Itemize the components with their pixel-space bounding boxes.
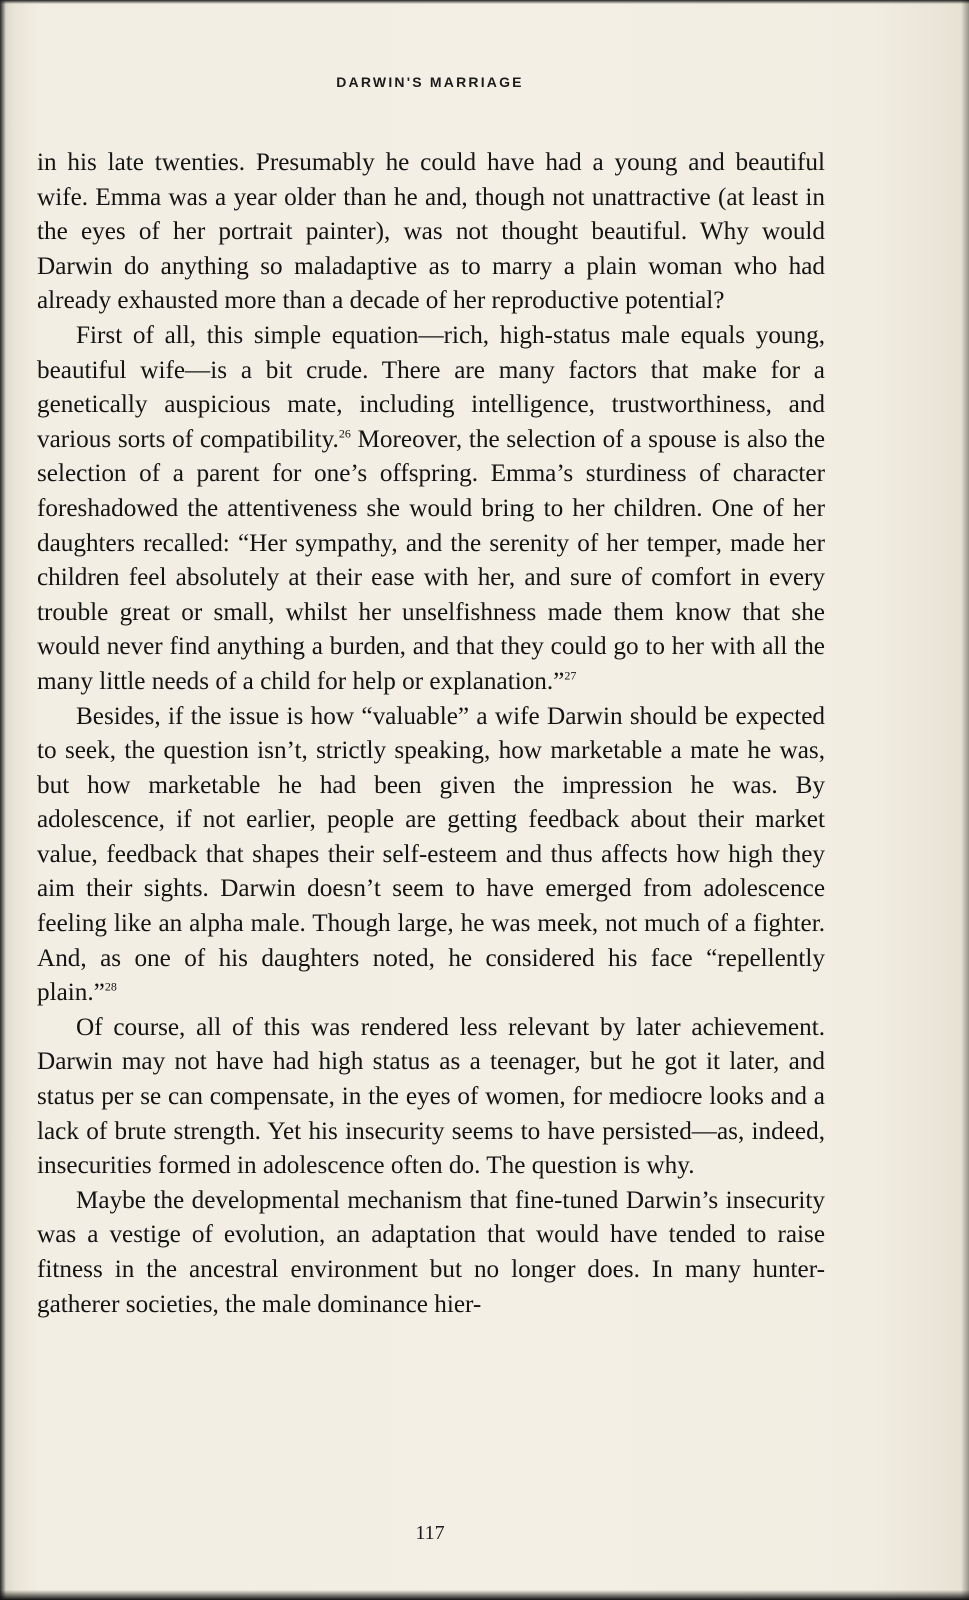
- footnote-marker: 28: [104, 979, 117, 994]
- page-right-edge: [961, 0, 969, 1600]
- paragraph: [37, 1184, 825, 1322]
- paragraph-text: First of all, this simple equation—rich, high-status male equals young, beautiful wife—is a bit crude. There are many factors that make for a genetically auspicious mate, including intelligence, trustworthiness, and various sorts of compatibility.: [37, 321, 825, 453]
- paragraph-text: Besides, if the issue is how “valuable” a wife Darwin should be expected to seek, the question isn’t, strictly speaking, how marketable a mate he was, but how marketable he had been given the impression he was. By adolescence, if not earlier, people are getting feedback about their market value, feedback that shapes their self-esteem and thus affects how high they aim their sights. Darwin doesn’t seem to have emerged from adolescence feeling like an alpha male. Though large, he was meek, not much of a fighter. And, as one of his daughters noted, he considered his face “repellently plain.”: [37, 702, 825, 1007]
- page-number: 117: [415, 1522, 445, 1544]
- paragraph-text: Of course, all of this was rendered less relevant by later achievement. Darwin may not have had high status as a teenager, but he got it later, and status per se can compensate, in the eyes of women, for mediocre looks and a lack of brute strength. Yet his insecurity seems to have persisted—as, indeed, insecurities formed in adolescence often do. The question is why.: [37, 1013, 825, 1180]
- page-top-edge: [0, 0, 969, 4]
- footnote-marker: 27: [564, 668, 577, 683]
- paragraph: [37, 319, 825, 700]
- spine-shadow: [0, 0, 6, 1600]
- paragraph-text: in his late twenties. Presumably he could have had a young and beautiful wife. Emma was a year older than he and, though not unattractive (at least in the eyes of her portrait painter), was not thought beautiful. Why would Darwin do anything so maladaptive as to marry a plain woman who had already exhausted more than a decade of her reproductive potential?: [37, 149, 825, 315]
- paragraph-text: Moreover, the selection of a spouse is also the selection of a parent for one’s offspring. Emma’s sturdiness of character foreshadowed the attentiveness she would bring to her children. One of her daughters recalled: “Her sympathy, and the serenity of her temper, made her children feel absolutely at their ease with her, and sure of comfort in every trouble great or small, whilst her unselfishness made them know that she would never find anything a burden, and that they could go to her with all the many little needs of a child for help or explanation.”: [37, 425, 825, 695]
- body-text: [37, 146, 825, 1322]
- paragraph: [37, 700, 825, 1011]
- running-head: DARWIN'S MARRIAGE: [336, 74, 524, 90]
- footnote-marker: 26: [338, 426, 351, 441]
- paragraph: [37, 146, 825, 319]
- page-bottom-edge: [0, 1590, 969, 1600]
- paragraph: [37, 1011, 825, 1184]
- paragraph-text: Maybe the developmental mechanism that fine-tuned Darwin’s insecurity was a vestige of evolution, an adaptation that would have tended to raise fitness in the ancestral environment but no longer does. In many hunter-gatherer societies, the male dominance hier-: [37, 1186, 825, 1318]
